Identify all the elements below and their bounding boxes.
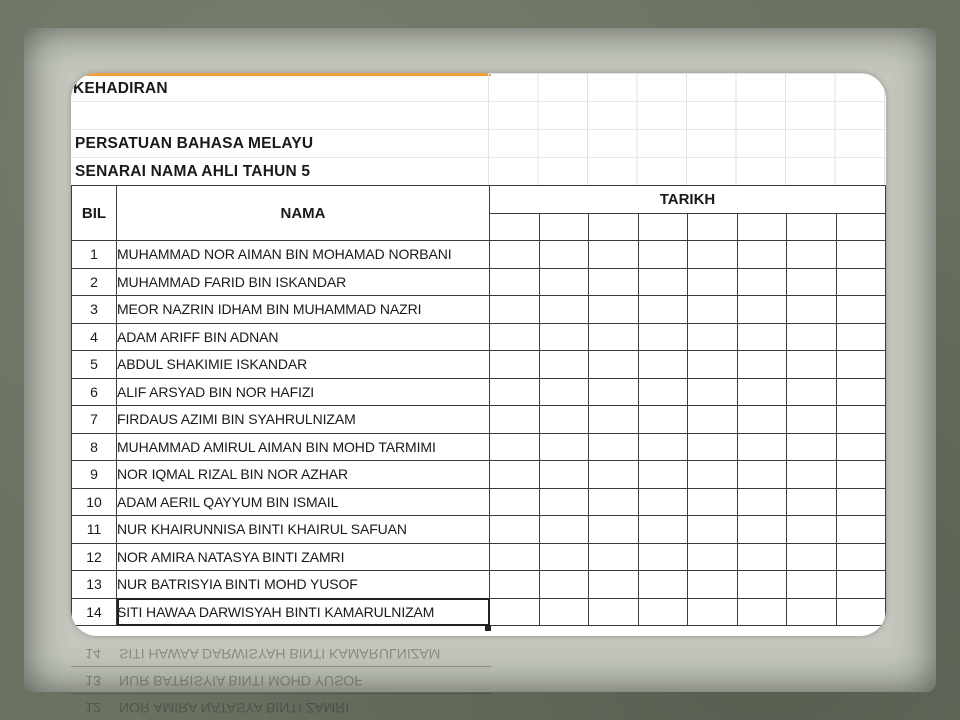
member-row [72, 241, 886, 269]
attendance-cell[interactable] [589, 598, 639, 626]
member-row [72, 488, 886, 516]
attendance-cell[interactable] [539, 406, 589, 434]
member-row [72, 598, 886, 626]
attendance-cell[interactable] [787, 406, 837, 434]
attendance-cell[interactable] [589, 488, 639, 516]
attendance-cell[interactable] [836, 571, 886, 599]
date-header-cell[interactable] [638, 213, 688, 241]
member-name[interactable]: ADAM AERIL QAYYUM BIN ISMAIL [117, 488, 490, 516]
member-name[interactable]: ADAM ARIFF BIN ADNAN [117, 323, 490, 351]
row-number[interactable]: 3 [72, 296, 117, 324]
reflection-name: SITI HAWAA DARWISYAH BINTI KAMARULNIZAM [119, 646, 441, 662]
attendance-cell[interactable] [589, 543, 639, 571]
attendance-cell[interactable] [836, 406, 886, 434]
attendance-cell[interactable] [836, 351, 886, 379]
member-name[interactable]: SITI HAWAA DARWISYAH BINTI KAMARULNIZAM [117, 598, 490, 626]
attendance-cell[interactable] [638, 406, 688, 434]
member-row [72, 296, 886, 324]
attendance-cell[interactable] [787, 378, 837, 406]
attendance-cell[interactable] [589, 241, 639, 269]
attendance-cell[interactable] [490, 598, 540, 626]
list-title: SENARAI NAMA AHLI TAHUN 5 [75, 163, 311, 180]
attendance-cell[interactable] [490, 351, 540, 379]
header-bil: BIL [72, 186, 117, 241]
attendance-cell[interactable] [836, 378, 886, 406]
attendance-cell[interactable] [836, 241, 886, 269]
attendance-cell[interactable] [737, 241, 787, 269]
member-rows [72, 241, 886, 626]
attendance-cell[interactable] [490, 488, 540, 516]
row-number[interactable]: 13 [72, 571, 117, 599]
selection-fill-handle[interactable] [485, 625, 491, 631]
attendance-cell[interactable] [638, 516, 688, 544]
member-name[interactable]: MUHAMMAD AMIRUL AIMAN BIN MOHD TARMIMI [117, 433, 490, 461]
row-number[interactable]: 1 [72, 241, 117, 269]
attendance-cell[interactable] [638, 433, 688, 461]
row-number[interactable]: 14 [72, 598, 117, 626]
member-row [72, 516, 886, 544]
reflection-row [71, 693, 491, 720]
date-header-cell[interactable] [589, 213, 639, 241]
attendance-cell[interactable] [787, 598, 837, 626]
club-name: PERSATUAN BAHASA MELAYU [75, 135, 314, 152]
row-number[interactable]: 7 [72, 406, 117, 434]
attendance-cell[interactable] [490, 571, 540, 599]
row-number[interactable]: 2 [72, 268, 117, 296]
attendance-cell[interactable] [787, 296, 837, 324]
member-name[interactable]: NUR KHAIRUNNISA BINTI KHAIRUL SAFUAN [117, 516, 490, 544]
attendance-cell[interactable] [589, 378, 639, 406]
reflection-number: 13 [85, 673, 101, 689]
row-number[interactable]: 9 [72, 461, 117, 489]
attendance-cell[interactable] [638, 241, 688, 269]
member-name[interactable]: NOR IQMAL RIZAL BIN NOR AZHAR [117, 461, 490, 489]
attendance-cell[interactable] [539, 543, 589, 571]
attendance-cell[interactable] [737, 433, 787, 461]
attendance-cell[interactable] [836, 598, 886, 626]
attendance-cell[interactable] [539, 598, 589, 626]
attendance-cell[interactable] [688, 598, 738, 626]
attendance-cell[interactable] [539, 268, 589, 296]
attendance-cell[interactable] [787, 543, 837, 571]
member-row [72, 543, 886, 571]
attendance-cell[interactable] [688, 543, 738, 571]
member-name[interactable]: FIRDAUS AZIMI BIN SYAHRULNIZAM [117, 406, 490, 434]
reflection-row [71, 666, 491, 694]
attendance-cell[interactable] [490, 516, 540, 544]
reflection-row [71, 640, 491, 667]
attendance-cell[interactable] [688, 461, 738, 489]
attendance-cell[interactable] [836, 488, 886, 516]
attendance-cell[interactable] [688, 433, 738, 461]
attendance-cell[interactable] [490, 323, 540, 351]
member-row [72, 406, 886, 434]
attendance-cell[interactable] [638, 351, 688, 379]
attendance-cell[interactable] [490, 433, 540, 461]
member-row [72, 378, 886, 406]
date-header-cell[interactable] [737, 213, 787, 241]
attendance-cell[interactable] [589, 461, 639, 489]
attendance-cell[interactable] [539, 461, 589, 489]
sheet-title: KEHADIRAN [73, 80, 168, 97]
attendance-cell[interactable] [737, 598, 787, 626]
attendance-cell[interactable] [638, 323, 688, 351]
attendance-cell[interactable] [638, 378, 688, 406]
attendance-cell[interactable] [539, 351, 589, 379]
attendance-cell[interactable] [787, 571, 837, 599]
member-name[interactable]: MEOR NAZRIN IDHAM BIN MUHAMMAD NAZRI [117, 296, 490, 324]
row-number[interactable]: 4 [72, 323, 117, 351]
member-name[interactable]: MUHAMMAD NOR AIMAN BIN MOHAMAD NORBANI [117, 241, 490, 269]
attendance-cell[interactable] [589, 406, 639, 434]
attendance-cell[interactable] [589, 571, 639, 599]
attendance-cell[interactable] [836, 516, 886, 544]
reflection-name: NOR AMIRA NATASYA BINTI ZAMRI [119, 700, 350, 716]
attendance-cell[interactable] [688, 488, 738, 516]
row-number[interactable]: 5 [72, 351, 117, 379]
member-row [72, 433, 886, 461]
attendance-cell[interactable] [688, 268, 738, 296]
attendance-table [71, 185, 886, 626]
attendance-cell[interactable] [638, 571, 688, 599]
row-number[interactable]: 11 [72, 516, 117, 544]
attendance-cell[interactable] [539, 296, 589, 324]
attendance-cell[interactable] [737, 406, 787, 434]
header-nama: NAMA [117, 186, 490, 241]
sheet-reflection [71, 640, 886, 720]
attendance-cell[interactable] [688, 296, 738, 324]
attendance-cell[interactable] [589, 296, 639, 324]
attendance-cell[interactable] [688, 323, 738, 351]
member-row [72, 351, 886, 379]
attendance-cell[interactable] [688, 571, 738, 599]
member-row [72, 268, 886, 296]
attendance-cell[interactable] [688, 516, 738, 544]
member-name[interactable]: ABDUL SHAKIMIE ISKANDAR [117, 351, 490, 379]
attendance-cell[interactable] [787, 433, 837, 461]
member-name[interactable]: ALIF ARSYAD BIN NOR HAFIZI [117, 378, 490, 406]
attendance-cell[interactable] [737, 323, 787, 351]
attendance-cell[interactable] [688, 406, 738, 434]
attendance-cell[interactable] [638, 488, 688, 516]
attendance-cell[interactable] [688, 351, 738, 379]
attendance-cell[interactable] [737, 296, 787, 324]
attendance-cell[interactable] [737, 378, 787, 406]
spreadsheet-image [71, 73, 886, 636]
attendance-cell[interactable] [638, 296, 688, 324]
attendance-cell[interactable] [836, 296, 886, 324]
attendance-cell[interactable] [737, 268, 787, 296]
header-tarikh: TARIKH [490, 186, 886, 214]
attendance-cell[interactable] [737, 571, 787, 599]
attendance-cell[interactable] [490, 268, 540, 296]
attendance-cell[interactable] [836, 433, 886, 461]
attendance-cell[interactable] [539, 488, 589, 516]
attendance-cell[interactable] [737, 351, 787, 379]
accent-bar [71, 73, 491, 76]
member-name[interactable]: MUHAMMAD FARID BIN ISKANDAR [117, 268, 490, 296]
attendance-cell[interactable] [638, 268, 688, 296]
attendance-cell[interactable] [836, 268, 886, 296]
attendance-cell[interactable] [539, 516, 589, 544]
attendance-cell[interactable] [490, 543, 540, 571]
row-number[interactable]: 8 [72, 433, 117, 461]
attendance-cell[interactable] [589, 433, 639, 461]
attendance-cell[interactable] [688, 241, 738, 269]
date-header-cell[interactable] [490, 213, 540, 241]
attendance-cell[interactable] [490, 461, 540, 489]
date-header-cell[interactable] [787, 213, 837, 241]
row-number[interactable]: 10 [72, 488, 117, 516]
attendance-cell[interactable] [737, 543, 787, 571]
member-row [72, 571, 886, 599]
attendance-cell[interactable] [539, 323, 589, 351]
date-header-cell[interactable] [539, 213, 589, 241]
member-row [72, 461, 886, 489]
attendance-cell[interactable] [490, 378, 540, 406]
reflection-number: 14 [85, 646, 101, 662]
attendance-cell[interactable] [589, 268, 639, 296]
reflection-name: NUR BATRISYIA BINTI MOHD YUSOF [119, 673, 363, 689]
row-number[interactable]: 6 [72, 378, 117, 406]
attendance-cell[interactable] [787, 268, 837, 296]
attendance-cell[interactable] [688, 378, 738, 406]
attendance-cell[interactable] [787, 351, 837, 379]
attendance-cell[interactable] [490, 241, 540, 269]
member-name[interactable]: NOR AMIRA NATASYA BINTI ZAMRI [117, 543, 490, 571]
attendance-cell[interactable] [787, 488, 837, 516]
member-name[interactable]: NUR BATRISYIA BINTI MOHD YUSOF [117, 571, 490, 599]
date-header-cell[interactable] [836, 213, 886, 241]
attendance-cell[interactable] [638, 598, 688, 626]
attendance-cell[interactable] [737, 516, 787, 544]
attendance-cell[interactable] [737, 488, 787, 516]
attendance-cell[interactable] [787, 461, 837, 489]
reflection-number: 12 [85, 700, 101, 716]
attendance-cell[interactable] [638, 543, 688, 571]
attendance-cell[interactable] [490, 406, 540, 434]
attendance-cell[interactable] [737, 461, 787, 489]
attendance-cell[interactable] [836, 323, 886, 351]
attendance-cell[interactable] [539, 378, 589, 406]
attendance-cell[interactable] [836, 543, 886, 571]
attendance-cell[interactable] [787, 323, 837, 351]
attendance-cell[interactable] [589, 351, 639, 379]
date-header-cell[interactable] [688, 213, 738, 241]
attendance-cell[interactable] [490, 296, 540, 324]
attendance-cell[interactable] [589, 323, 639, 351]
row-number[interactable]: 12 [72, 543, 117, 571]
attendance-cell[interactable] [539, 571, 589, 599]
attendance-cell[interactable] [787, 241, 837, 269]
attendance-cell[interactable] [836, 461, 886, 489]
attendance-cell[interactable] [638, 461, 688, 489]
attendance-cell[interactable] [787, 516, 837, 544]
attendance-cell[interactable] [589, 516, 639, 544]
attendance-cell[interactable] [539, 241, 589, 269]
member-row [72, 323, 886, 351]
attendance-cell[interactable] [539, 433, 589, 461]
